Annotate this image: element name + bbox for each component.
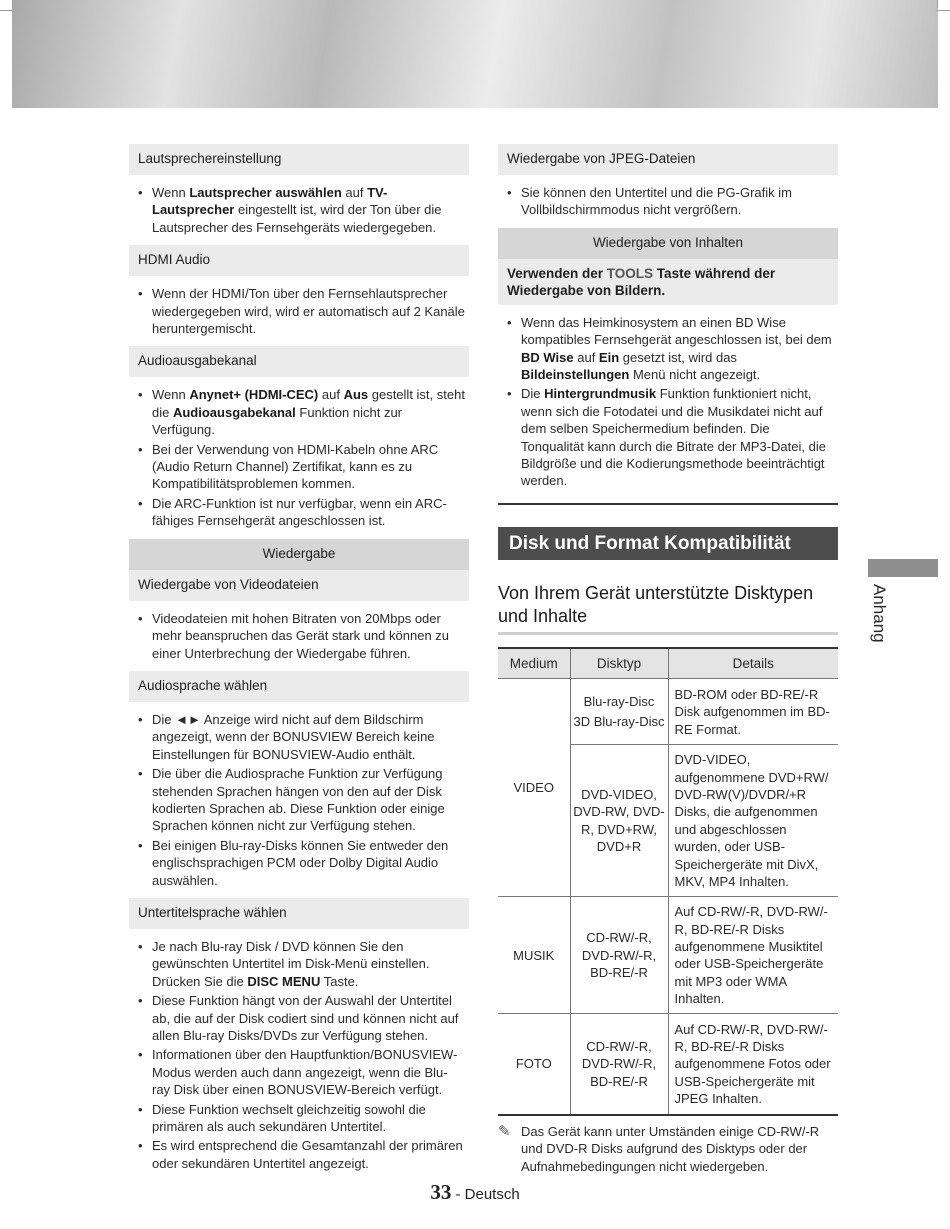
section-heading-videodateien: Wiedergabe von Videodateien	[129, 570, 469, 601]
bullet-item: • Wenn das Heimkinosystem an einen BD Wise kompatibles Fernsehgerät angeschlossen ist, bei dem BD Wise auf Ein gesetzt ist, wird das Bildeinstellungen Menü nicht angezeigt.	[521, 314, 834, 384]
bullet-item: • Informationen über den Hauptfunktion/BONUSVIEW-Modus werden auch dann angezeigt, wenn die Blu-ray Disk über einen BONUSVIEW-Bereich verfügt.	[152, 1046, 465, 1098]
sub-title: Von Ihrem Gerät unterstützte Disktypen und Inhalte	[498, 582, 838, 635]
column-header: Disktyp	[570, 648, 668, 679]
crop-mark	[0, 10, 14, 11]
crop-mark	[937, 0, 938, 8]
right-column	[498, 144, 838, 1175]
bullet-list	[129, 702, 469, 898]
bullet-item: • Bei einigen Blu-ray-Disks können Sie entweder den englischsprachigen PCM oder Dolby Digital Audio auswählen.	[152, 837, 465, 889]
bullet-list	[129, 175, 469, 245]
note-text: Das Gerät kann unter Umständen einige CD-RW/-R und DVD-R Disks aufgrund des Disktyps oder der Aufnahmebedingungen nicht wiedergeben.	[521, 1123, 820, 1174]
bullet-item: • Die ◄► Anzeige wird nicht auf dem Bildschirm angezeigt, wenn der BONUSVIEW Bereich keine Einstellungen für BONUSVIEW-Audio enthält.	[152, 711, 465, 763]
disktyp-cell: DVD-VIDEO, DVD-RW, DVD-R, DVD+RW, DVD+R	[570, 745, 668, 897]
section-heading-untertitelsprache: Untertitelsprache wählen	[129, 898, 469, 929]
bullet-item: • Videodateien mit hohen Bitraten von 20Mbps oder mehr beanspruchen das Gerät stark und können zu einer Unterbrechung der Wiedergabe führen.	[152, 610, 465, 662]
footer-language: Deutsch	[464, 1186, 520, 1203]
disktyp-cell: CD-RW/-R, DVD-RW/-R, BD-RE/-R	[570, 897, 668, 1014]
bullet-item: • Wenn Lautsprecher auswählen auf TV-Lautsprecher eingestellt ist, wird der Ton über die Lautsprecher des Fernsehgeräts wiedergegeben.	[152, 184, 465, 236]
disktyp-cell: Blu-ray-Disc 3D Blu-ray-Disc	[570, 679, 668, 745]
disc-compatibility-table	[498, 647, 838, 1116]
medium-cell: VIDEO	[498, 679, 570, 897]
section-heading-audioausgabekanal: Audioausgabekanal	[129, 346, 469, 377]
bullet-item: • Wenn Anynet+ (HDMI-CEC) auf Aus gestellt ist, steht die Audioausgabekanal Funktion nicht zur Verfügung.	[152, 386, 465, 438]
bullet-item: • Es wird entsprechend die Gesamtanzahl der primären oder sekundären Untertitel angezeigt.	[152, 1137, 465, 1172]
section-heading-hdmi-audio: HDMI Audio	[129, 245, 469, 276]
bullet-list	[129, 377, 469, 538]
bullet-list	[129, 276, 469, 346]
bullet-item: • Die über die Audiosprache Funktion zur Verfügung stehenden Sprachen hängen von den auf der Disk kodierten Sprachen ab. Diese Funktion oder einige Sprachen können nicht zur Verfügung stehen.	[152, 765, 465, 835]
section-heading-tools: Verwenden der TOOLS Taste während der Wiedergabe von Bildern.	[498, 259, 838, 305]
section-heading-wiedergabe: Wiedergabe	[129, 539, 469, 570]
bullet-item: • Sie können den Untertitel und die PG-Grafik im Vollbildschirmmodus nicht vergrößern.	[521, 184, 834, 219]
chapter-title: Disk und Format Kompatibilität	[498, 527, 838, 560]
bullet-item: • Diese Funktion wechselt gleichzeitig sowohl die primären als auch sekundären Untertitel.	[152, 1101, 465, 1136]
disktyp-cell: CD-RW/-R, DVD-RW/-R, BD-RE/-R	[570, 1014, 668, 1115]
section-divider	[498, 503, 838, 505]
section-heading-lautsprechereinstellung: Lautsprechereinstellung	[129, 144, 469, 175]
page-number: 33	[430, 1180, 452, 1204]
chapter-side-tab	[868, 559, 938, 577]
note	[498, 1123, 838, 1175]
details-cell: BD-ROM oder BD-RE/-R Disk aufgenommen im BD-RE Format.	[668, 679, 838, 745]
bullet-item: • Wenn der HDMI/Ton über den Fernsehlautsprecher wiedergegeben wird, wird er automatisch auf 2 Kanäle heruntergemischt.	[152, 285, 465, 337]
details-cell: Auf CD-RW/-R, DVD-RW/-R, BD-RE/-R Disks aufgenommene Fotos oder USB-Speichergeräte mit JPEG Inhalten.	[668, 1014, 838, 1115]
bullet-item: • Bei der Verwendung von HDMI-Kabeln ohne ARC (Audio Return Channel) Zertifikat, kann es zu Kompatibilitätsproblemen kommen.	[152, 441, 465, 493]
crop-mark	[12, 0, 13, 8]
section-heading-jpeg: Wiedergabe von JPEG-Dateien	[498, 144, 838, 175]
footer-separator: -	[451, 1186, 465, 1203]
header-banner	[12, 0, 938, 108]
column-header: Medium	[498, 648, 570, 679]
chapter-side-label: Anhang	[870, 584, 889, 643]
table-row	[498, 679, 838, 745]
bullet-list	[498, 305, 838, 499]
medium-cell: MUSIK	[498, 897, 570, 1014]
table-header-row	[498, 648, 838, 679]
bullet-item: • Diese Funktion hängt von der Auswahl der Untertitel ab, die auf der Disk codiert sind und können nicht auf allen Blu-ray Disks/DVDs zur Verfügung stehen.	[152, 992, 465, 1044]
left-column	[129, 144, 469, 1181]
details-cell: Auf CD-RW/-R, DVD-RW/-R, BD-RE/-R Disks aufgenommene Musiktitel oder USB-Speichergeräte mit MP3 oder WMA Inhalten.	[668, 897, 838, 1014]
bullet-item: • Die ARC-Funktion ist nur verfügbar, wenn ein ARC-fähiges Fernsehgerät angeschlossen ist.	[152, 495, 465, 530]
crop-mark	[936, 10, 950, 11]
column-header: Details	[668, 648, 838, 679]
table-row	[498, 1014, 838, 1115]
medium-cell: FOTO	[498, 1014, 570, 1115]
section-heading-audiosprache: Audiosprache wählen	[129, 671, 469, 702]
bullet-list	[129, 601, 469, 671]
pencil-note-icon: ✎	[498, 1122, 511, 1140]
bullet-list	[129, 929, 469, 1181]
bullet-item: • Die Hintergrundmusik Funktion funktioniert nicht, wenn sich die Fotodatei und die Musikdatei nicht auf dem selben Speichermedium befinden. Die Tonqualität kann durch die Bitrate der MP3-Datei, die Bildgröße und die Kodierungsmethode beeinträchtigt werden.	[521, 385, 834, 489]
details-cell: DVD-VIDEO, aufgenommene DVD+RW/ DVD-RW(V)/DVDR/+R Disks, die aufgenommen und abgeschlossen wurden, oder USB-Speichergeräte mit DivX, MKV, MP4 Inhalten.	[668, 745, 838, 897]
section-heading-inhalte: Wiedergabe von Inhalten	[498, 228, 838, 259]
page-footer	[0, 1180, 950, 1205]
bullet-list	[498, 175, 838, 228]
table-row	[498, 897, 838, 1014]
bullet-item: • Je nach Blu-ray Disk / DVD können Sie den gewünschten Untertitel im Disk-Menü einstellen. Drücken Sie die DISC MENU Taste.	[152, 938, 465, 990]
